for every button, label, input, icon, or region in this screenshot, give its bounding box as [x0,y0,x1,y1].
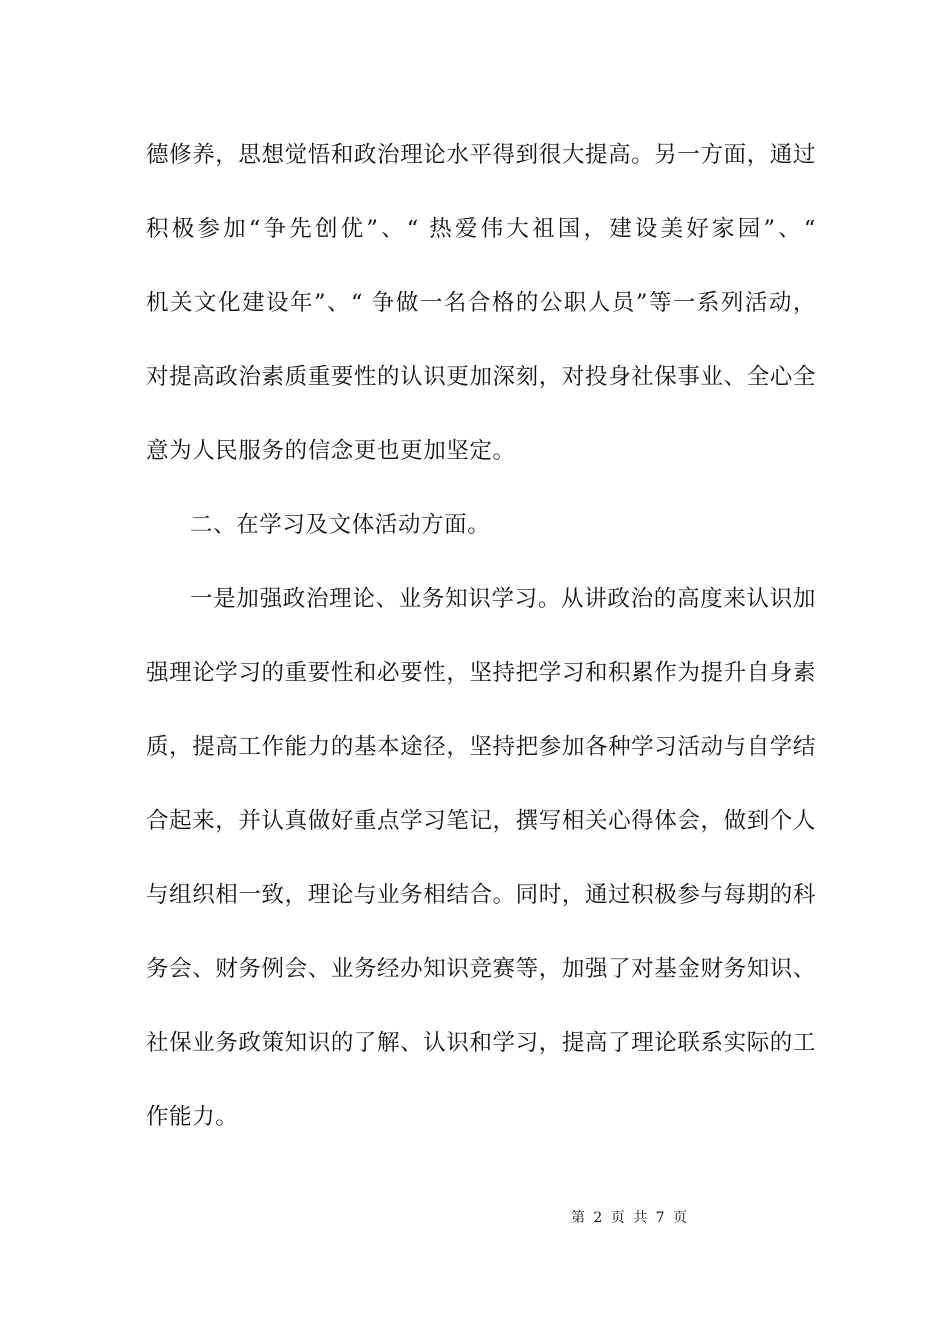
body-line-5: 意为人民服务的信念更也更加坚定。 [146,438,516,464]
body-line-14: 作能力。 [146,1104,239,1130]
body-line-2: 积极参加“争先创优”、“ 热爱伟大祖国，建设美好家园”、“ [146,216,816,242]
body-line-1: 德修养，思想觉悟和政治理论水平得到很大提高。另一方面，通过 [146,142,816,168]
body-line-10: 合起来，并认真做好重点学习笔记，撰写相关心得体会，做到个人 [146,808,816,834]
body-line-11: 与组织相一致，理论与业务相结合。同时，通过积极参与每期的科 [146,882,816,908]
body-line-12: 务会、财务例会、业务经办知识竞赛等，加强了对基金财务知识、 [146,956,816,982]
body-line-13: 社保业务政策知识的了解、认识和学习，提高了理论联系实际的工 [146,1030,816,1056]
body-line-3: 机关文化建设年”、“ 争做一名合格的公职人员”等一系列活动， [146,290,816,316]
body-line-9: 质，提高工作能力的基本途径，坚持把参加各种学习活动与自学结 [146,734,816,760]
page-number-footer: 第 2 页 共 7 页 [570,1210,688,1226]
body-line-7: 一是加强政治理论、业务知识学习。从讲政治的高度来认识加 [190,586,816,612]
section-heading: 二、在学习及文体活动方面。 [190,512,491,538]
body-line-4: 对提高政治素质重要性的认识更加深刻，对投身社保事业、全心全 [146,364,816,390]
body-line-8: 强理论学习的重要性和必要性，坚持把学习和积累作为提升自身素 [146,660,816,686]
